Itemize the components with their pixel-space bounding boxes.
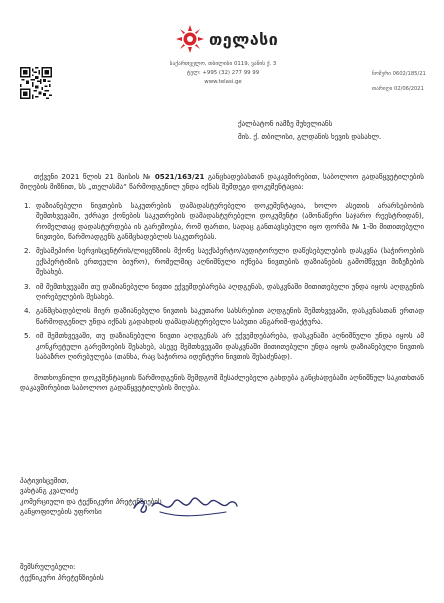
intro-paragraph xyxy=(20,172,424,193)
list-item xyxy=(20,246,424,277)
signer-role-line2: განყოფილების უფროსი xyxy=(20,508,102,517)
recipient-block xyxy=(238,118,434,144)
intro-text-end: განცხადებასთან დაკავშირებით, საბოლოო გადაწყვეტილების მიღების მიზნით, სს „თელასმა“ წარმოდგენილ უნდა იქნას შემდეგი დოკუმენტაცია: xyxy=(20,172,424,192)
signer-name: ვახტანგ კვალიძე xyxy=(20,487,78,496)
list-item xyxy=(20,331,424,362)
brand-name: თელასი xyxy=(209,30,279,49)
executor-block xyxy=(20,562,220,584)
signer-role-line1: კომერციული და ტექნიკური პრეტენზიების xyxy=(20,497,162,506)
list-item-number: 3. xyxy=(24,281,31,291)
company-logo xyxy=(175,24,285,54)
recipient-address: მის. ქ. თბილისი, გლდანის ხევის დასახლ. xyxy=(238,133,382,141)
list-item-number: 5. xyxy=(24,331,31,341)
reference-number: 0521/163/21 xyxy=(154,172,205,181)
company-contact xyxy=(150,60,296,87)
list-item-text: დაზიანებული ნივთების საკუთრების დამადასტურებელი დოკუმენტაცია, ხოლო ასეთის არარსებობის შემთხვევაში, უძრავი ქონების საკუთრების დამადასტურებელი დოკუმენტი (ამონაწერი საჯარო რეესტრიდან), რომელთაც დადასტურდება ის გარემოება, რომ ფართი, სადაც განთავსებული იყო ფორმა № 1-ში მითითებული ნივთები, წარმოადგენს განმცხადებლის საკუთრებას. xyxy=(36,200,424,242)
list-item xyxy=(20,306,424,327)
list-item xyxy=(20,282,424,303)
list-item-text: მესამეპირი სერვისცენტრის/ლიცენზიის მქონე საექსპერტო/აუდიტორული დაწესებულების დასკვნა (საჭიროების ექსპერტიზის ერთეული ბიურო), რომელშიც აღნიშნული იქნება ნივთების დაზიანების გამომწვევი მიზეზების შესახებ. xyxy=(36,246,424,277)
list-item-number: 1. xyxy=(24,200,31,210)
letter-body xyxy=(20,172,424,393)
list-item-number: 2. xyxy=(24,246,31,256)
document-date: თარიღი 02/06/2021 xyxy=(372,86,424,92)
closing-paragraph: მოთხოვნილი დოკუმენტაციის წარმოდგენის შემდგომ შესაძლებელი გახდება განცხადებაში აღნიშნულ საკითხთან დაკავშირებით საბოლოო გადაწყვეტილების მიღება. xyxy=(20,372,424,392)
requirements-list xyxy=(20,201,424,363)
list-item-text: იმ შემთხვევაში თუ დაზიანებული ნივთი ექვემდებარება აღდგენას, დასკვნაში მითითებული უნდა იყოს აღდგენის ღირებულების შესახებ. xyxy=(36,281,424,302)
list-item xyxy=(20,201,424,243)
sun-logo-icon xyxy=(175,24,205,54)
document-number: ნომერი 0602/185/21 xyxy=(372,71,426,77)
company-website: www.telasi.ge xyxy=(204,79,242,85)
list-item-number: 4. xyxy=(24,306,31,316)
company-phone: ტელ: +995 (32) 277 99 99 xyxy=(186,70,260,76)
list-item-text: იმ შემთხვევაში, თუ დაზიანებული ნივთი აღდგენას არ ექვემდებარება, დასკვნაში აღნიშნული უნდა იყოს ამ კონკრეტული გარემოების შესახებ, ასევე შემთხვევაში დასკვნაში მითითებული უნდა იყოს დაზიანებული ნივთის საბაზრო ღირებულება (თანხა, რაც საჭიროა იდენტური ნივთის შესაძენად). xyxy=(36,331,424,362)
recipient-name: ქალბატონ იამზე მუხელიანს xyxy=(238,120,333,128)
company-address: საქართველო, თბილისი 0119, ვანის ქ. 3 xyxy=(169,61,277,67)
qr-code xyxy=(20,67,52,99)
list-item-text: განმცხადებლის მიერ დაზიანებული ნივთის საკუთარი სახსრებით აღდგენის შემთხვევაში, დასკვნასთან ერთად წარმოდგენილ უნდა იქნას გადახდის დამადასტურებელი საბუთი ანგარიშ-ფაქტურა. xyxy=(36,306,424,326)
document-meta xyxy=(372,67,432,97)
executor-role: ტექნიკური პრეტენზიების xyxy=(20,574,104,582)
greeting: პატივისცემით, xyxy=(20,477,69,485)
executor-label: შემსრულებელი: xyxy=(20,563,76,571)
handwritten-signature xyxy=(130,490,240,528)
intro-text-start: თქვენი 2021 წლის 21 მაისის № xyxy=(34,172,152,181)
